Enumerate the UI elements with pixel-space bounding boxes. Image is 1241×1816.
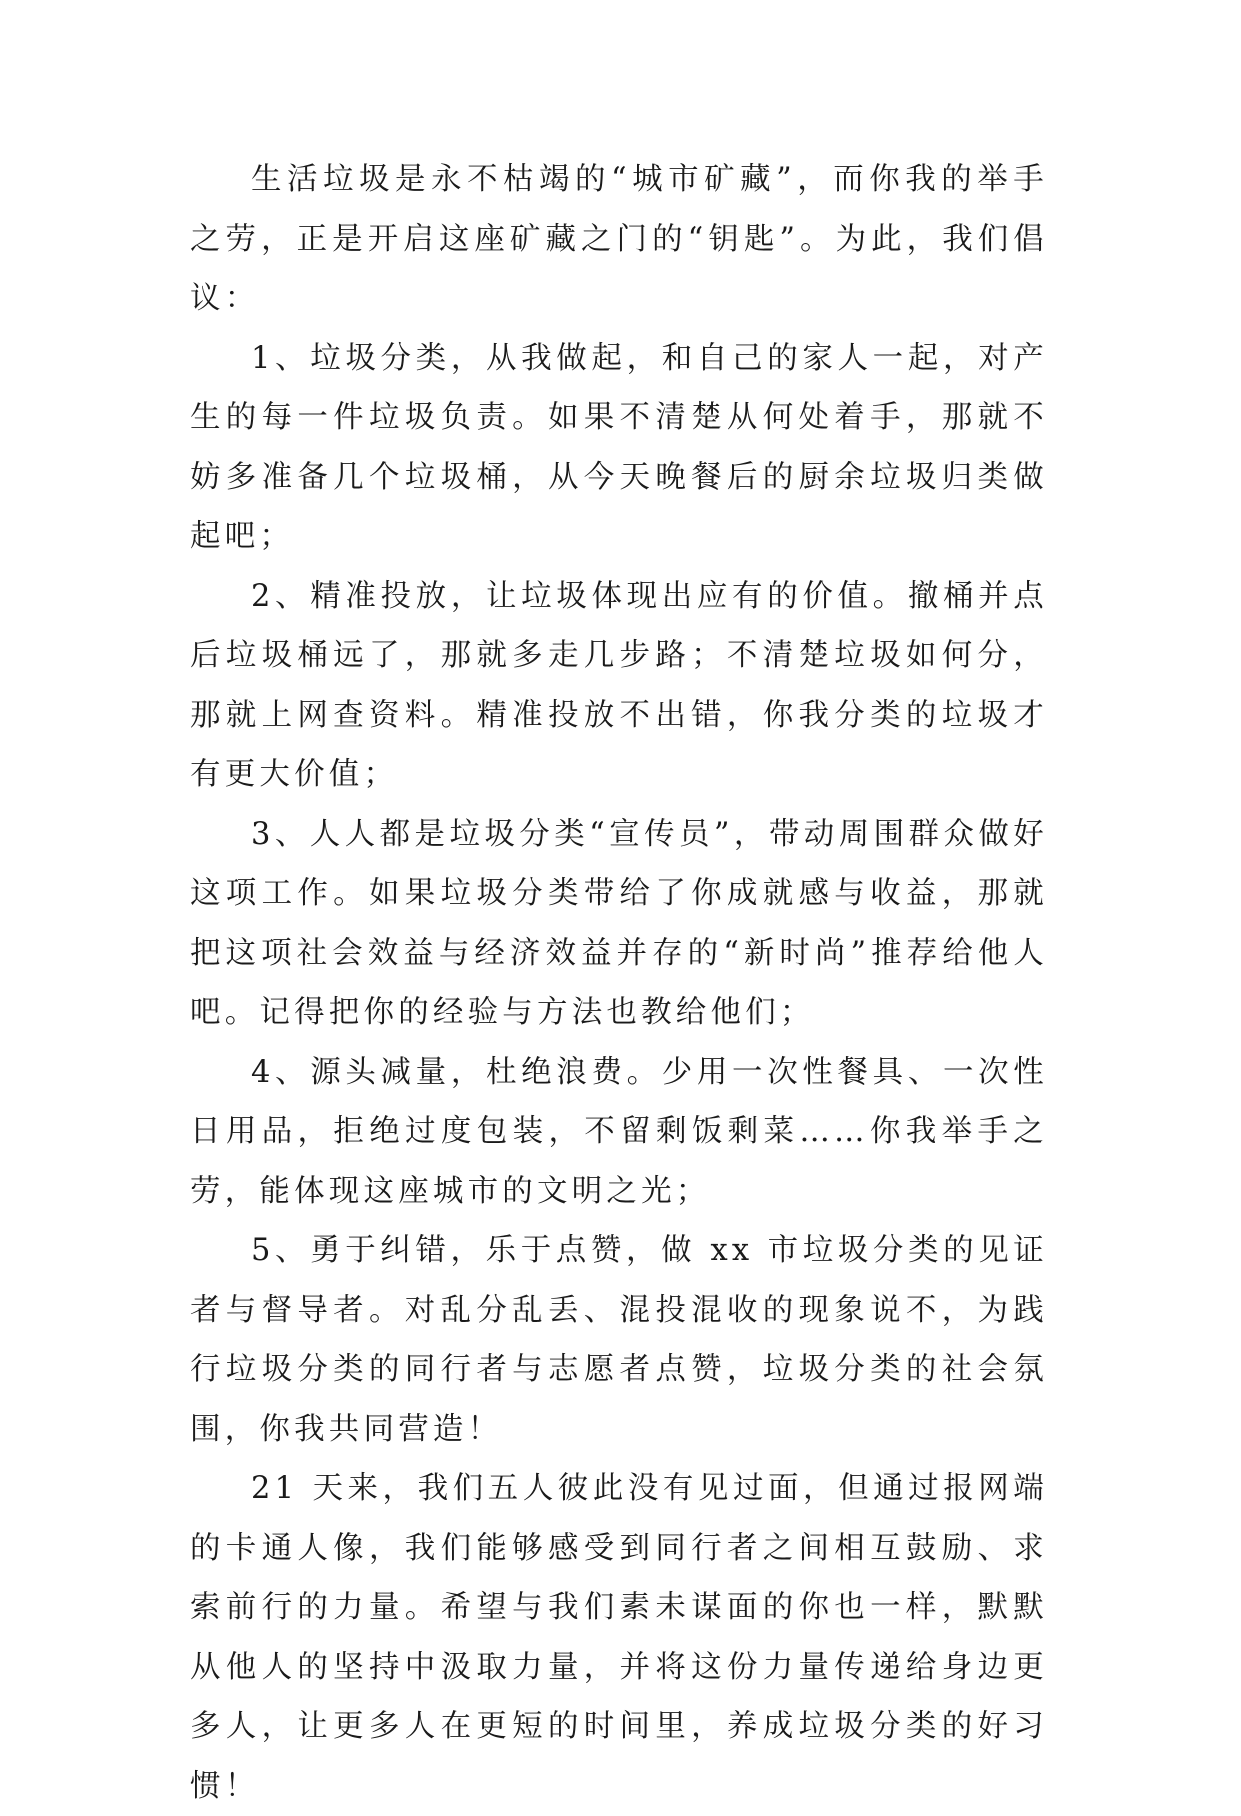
- paragraph-intro: 生活垃圾是永不枯竭的“城市矿藏”，而你我的举手之劳，正是开启这座矿藏之门的“钥匙”。为此，我们倡议：: [190, 162, 1048, 316]
- paragraph-closing: 21 天来，我们五人彼此没有见过面，但通过报网端的卡通人像，我们能够感受到同行者之间相互鼓励、求索前行的力量。希望与我们素未谋面的你也一样，默默从他人的坚持中汲取力量，并将这份力量传递给身边更多人，让更多人在更短的时间里，养成垃圾分类的好习惯！: [190, 1471, 1048, 1804]
- document-body: [190, 150, 1048, 1816]
- paragraph-item-5: 5、勇于纠错，乐于点赞，做 xx 市垃圾分类的见证者与督导者。对乱分乱丢、混投混收的现象说不，为践行垃圾分类的同行者与志愿者点赞，垃圾分类的社会氛围，你我共同营造！: [190, 1233, 1048, 1447]
- paragraph-item-2: 2、精准投放，让垃圾体现出应有的价值。撤桶并点后垃圾桶远了，那就多走几步路；不清楚垃圾如何分，那就上网查资料。精准投放不出错，你我分类的垃圾才有更大价值；: [190, 578, 1048, 792]
- paragraph-item-1: 1、垃圾分类，从我做起，和自己的家人一起，对产生的每一件垃圾负责。如果不清楚从何处着手，那就不妨多准备几个垃圾桶，从今天晚餐后的厨余垃圾归类做起吧；: [190, 340, 1048, 554]
- paragraph-item-3: 3、人人都是垃圾分类“宣传员”，带动周围群众做好这项工作。如果垃圾分类带给了你成就感与收益，那就把这项社会效益与经济效益并存的“新时尚”推荐给他人吧。记得把你的经验与方法也教给他们；: [190, 816, 1048, 1030]
- paragraph-item-4: 4、源头减量，杜绝浪费。少用一次性餐具、一次性日用品，拒绝过度包装，不留剩饭剩菜……你我举手之劳，能体现这座城市的文明之光；: [190, 1054, 1048, 1209]
